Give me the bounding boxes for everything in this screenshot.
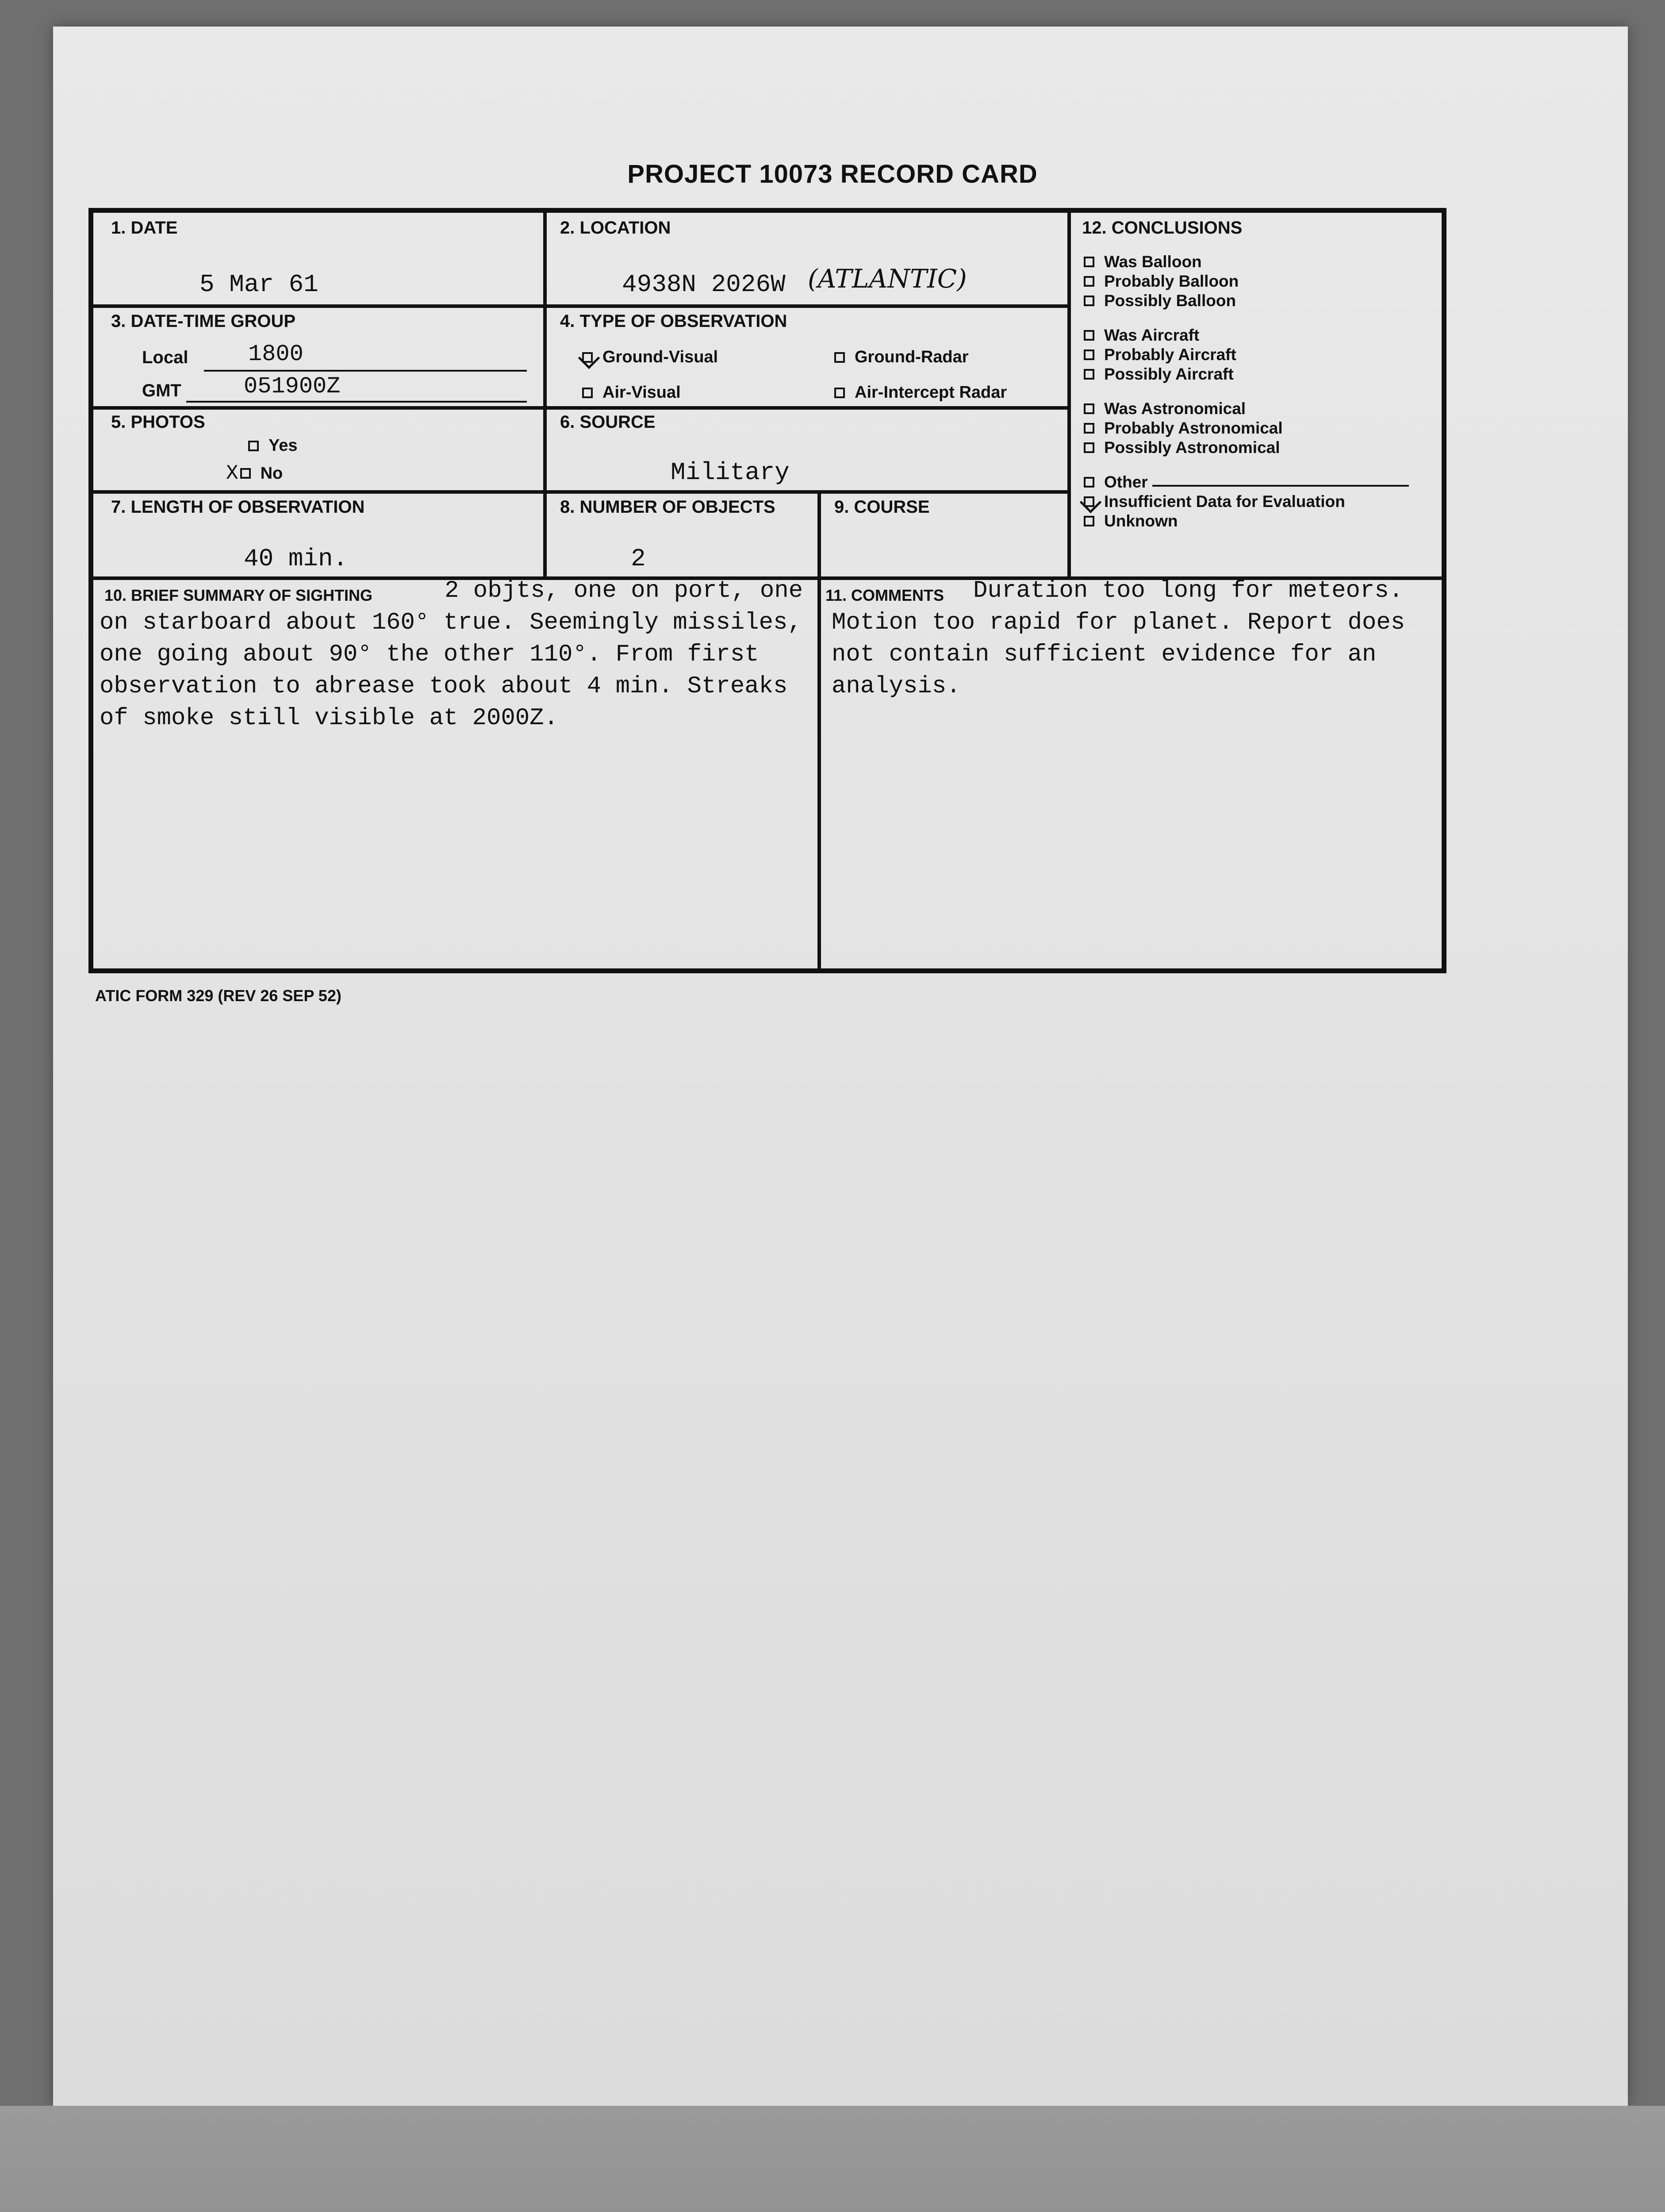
gmt-label: GMT bbox=[142, 381, 181, 400]
other-line bbox=[1152, 485, 1409, 487]
date-time-group-label: 3. DATE-TIME GROUP bbox=[111, 311, 296, 331]
conclusion-probably-aircraft[interactable]: Probably Aircraft bbox=[1084, 345, 1438, 365]
background-shade bbox=[0, 2106, 1665, 2212]
location-label: 2. LOCATION bbox=[560, 218, 671, 238]
checkbox-probably-astronomical[interactable] bbox=[1084, 423, 1094, 434]
course-cell bbox=[819, 492, 1069, 578]
checkbox-was-aircraft[interactable] bbox=[1084, 330, 1094, 341]
option-photos-no[interactable]: X No bbox=[226, 462, 283, 485]
source-label: 6. SOURCE bbox=[560, 412, 656, 432]
type-of-observation-label: 4. TYPE OF OBSERVATION bbox=[560, 311, 787, 331]
conclusion-was-balloon[interactable]: Was Balloon bbox=[1084, 252, 1438, 272]
checkbox-possibly-astronomical[interactable] bbox=[1084, 442, 1094, 453]
photos-cell bbox=[92, 408, 545, 492]
checkbox-possibly-balloon[interactable] bbox=[1084, 296, 1094, 306]
local-line bbox=[204, 370, 527, 372]
number-of-objects-cell bbox=[545, 492, 819, 578]
location-value: 4938N 2026W bbox=[622, 270, 786, 299]
checkbox-possibly-aircraft[interactable] bbox=[1084, 369, 1094, 380]
conclusion-unknown[interactable]: Unknown bbox=[1084, 511, 1438, 531]
form-number: ATIC FORM 329 (REV 26 SEP 52) bbox=[95, 987, 341, 1005]
number-of-objects-value: 2 bbox=[631, 545, 646, 573]
photos-label: 5. PHOTOS bbox=[111, 412, 205, 432]
checkbox-was-astronomical[interactable] bbox=[1084, 403, 1094, 414]
location-note: (ATLANTIC) bbox=[808, 264, 967, 294]
checkbox-probably-aircraft[interactable] bbox=[1084, 349, 1094, 360]
comments-label: 11. COMMENTS bbox=[825, 586, 944, 604]
checkbox-air-intercept-radar[interactable] bbox=[834, 388, 845, 398]
conclusion-possibly-astronomical[interactable]: Possibly Astronomical bbox=[1084, 438, 1438, 457]
conclusion-probably-balloon[interactable]: Probably Balloon bbox=[1084, 272, 1438, 291]
checkbox-insufficient-data[interactable] bbox=[1084, 496, 1094, 507]
photos-no-mark: X bbox=[226, 462, 238, 485]
conclusion-other[interactable]: Other bbox=[1084, 472, 1438, 492]
checkbox-photos-no[interactable] bbox=[240, 468, 251, 479]
conclusion-insufficient-data[interactable]: Insufficient Data for Evaluation bbox=[1084, 492, 1438, 511]
checkbox-ground-visual[interactable] bbox=[582, 352, 593, 363]
date-label: 1. DATE bbox=[111, 218, 178, 238]
option-ground-visual[interactable]: Ground-Visual bbox=[582, 348, 718, 367]
length-of-observation-label: 7. LENGTH OF OBSERVATION bbox=[111, 497, 365, 517]
option-air-intercept-radar[interactable]: Air-Intercept Radar bbox=[834, 383, 1007, 402]
date-value: 5 Mar 61 bbox=[199, 270, 318, 299]
checkbox-other[interactable] bbox=[1084, 477, 1094, 488]
type-of-observation-cell bbox=[545, 306, 1069, 408]
checkbox-was-balloon[interactable] bbox=[1084, 257, 1094, 267]
brief-summary-text: 2 objts, one on port, one on starboard about 160° true. Seemingly missiles, one going about 90° the other 110°. From first observation to abrease took about 4 min. Streaks of smoke still visible at 2000Z. bbox=[100, 577, 817, 732]
length-of-observation-value: 40 min. bbox=[244, 545, 348, 573]
course-label: 9. COURSE bbox=[834, 497, 930, 517]
date-cell bbox=[92, 211, 545, 306]
source-cell bbox=[545, 408, 1069, 492]
source-value: Military bbox=[671, 458, 790, 487]
local-value: 1800 bbox=[248, 341, 303, 367]
conclusion-possibly-aircraft[interactable]: Possibly Aircraft bbox=[1084, 365, 1438, 384]
option-ground-radar[interactable]: Ground-Radar bbox=[834, 348, 969, 367]
number-of-objects-label: 8. NUMBER OF OBJECTS bbox=[560, 497, 775, 517]
checkbox-ground-radar[interactable] bbox=[834, 352, 845, 363]
local-label: Local bbox=[142, 348, 188, 367]
conclusion-was-astronomical[interactable]: Was Astronomical bbox=[1084, 399, 1438, 419]
date-time-group-cell bbox=[92, 306, 545, 408]
conclusion-was-aircraft[interactable]: Was Aircraft bbox=[1084, 326, 1438, 345]
option-photos-yes[interactable]: Yes bbox=[248, 436, 298, 455]
comments-text: Duration too long for meteors. Motion too rapid for planet. Report does not contain sufficient evidence for an analysis. bbox=[832, 577, 1419, 700]
conclusions-options bbox=[1084, 252, 1438, 531]
checkbox-unknown[interactable] bbox=[1084, 516, 1094, 526]
location-cell bbox=[545, 211, 1069, 306]
gmt-value: 051900Z bbox=[244, 373, 341, 399]
conclusions-label: 12. CONCLUSIONS bbox=[1082, 218, 1243, 238]
checkbox-air-visual[interactable] bbox=[582, 388, 593, 398]
option-air-visual[interactable]: Air-Visual bbox=[582, 383, 681, 402]
gmt-line bbox=[186, 401, 527, 403]
conclusion-possibly-balloon[interactable]: Possibly Balloon bbox=[1084, 291, 1438, 311]
conclusion-probably-astronomical[interactable]: Probably Astronomical bbox=[1084, 419, 1438, 438]
length-of-observation-cell bbox=[92, 492, 545, 578]
card-title: PROJECT 10073 RECORD CARD bbox=[627, 160, 1038, 188]
brief-summary-label: 10. BRIEF SUMMARY OF SIGHTING bbox=[104, 586, 373, 604]
checkbox-probably-balloon[interactable] bbox=[1084, 276, 1094, 287]
checkbox-photos-yes[interactable] bbox=[248, 441, 259, 451]
